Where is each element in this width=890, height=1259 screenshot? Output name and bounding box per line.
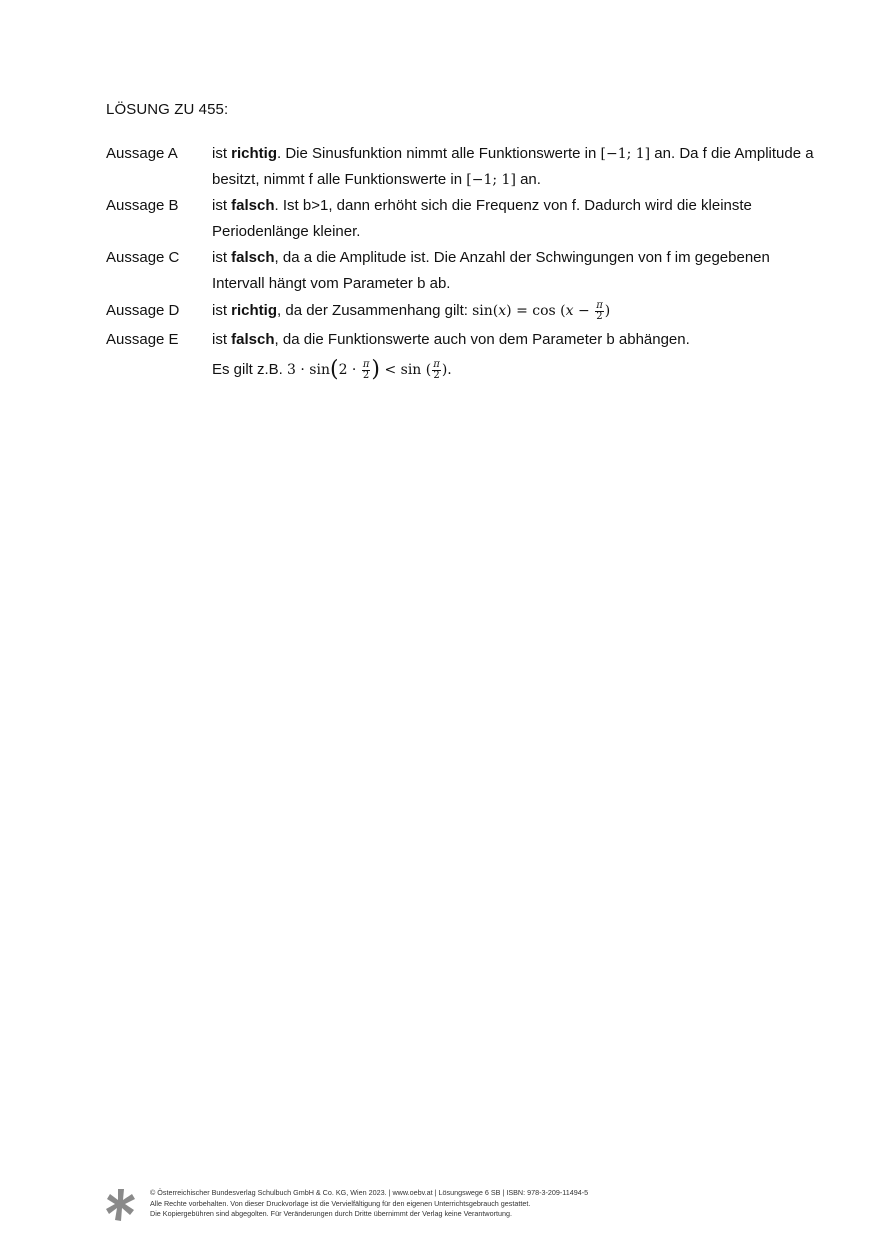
statement-label: Aussage E [106,331,179,348]
footer-line: Alle Rechte vorbehalten. Von dieser Druckvorlage ist die Vervielfältigung für den eigenen Unterrichtsgebrauch gestattet. [150,1198,531,1208]
verdict-prefix: ist [212,145,232,162]
math-fraction [362,360,371,381]
statement-a [106,141,826,193]
math-part: 3 · sin [287,362,330,378]
statement-c [106,245,826,297]
page-title: LÖSUNG ZU 455: [106,101,229,118]
text-part: , da a die Amplitude ist. Die Anzahl der Schwingungen von f im gegebenen Intervall hängt vom Parameter b ab. [212,249,770,292]
statement-e [106,327,826,353]
text-part: , da der Zusammenhang gilt: [277,302,473,319]
statement-text [212,327,826,353]
math-paren: ( [329,357,339,382]
fraction-denominator: 2 [596,310,603,322]
statement-text [212,193,826,245]
math-fraction [432,360,441,381]
verdict: richtig [231,145,278,162]
text-part: . Die Sinusfunktion nimmt alle Funktionswerte in [277,145,601,162]
text-part: . Ist b>1, dann erhöht sich die Frequenz von f. Dadurch wird die kleinste Periodenlänge kleiner. [212,197,752,240]
math-var: x [498,303,507,319]
verdict-prefix: ist [212,197,232,214]
verdict: falsch [231,331,275,348]
statement-label: Aussage C [106,249,180,266]
text-part: , da die Funktionswerte auch von dem Parameter b abhängen. [274,331,690,348]
math-interval: [−1; 1] [466,172,516,188]
solution-list [106,141,826,385]
math-var: x [565,303,574,319]
verdict-prefix: ist [212,302,232,319]
verdict: falsch [231,197,275,214]
math-part: ) [604,303,611,319]
statement-e-example [106,355,826,385]
math-part: ). [441,362,452,378]
statement-label: Aussage D [106,302,180,319]
math-interval: [−1; 1] [600,146,651,162]
math-formula [287,357,452,382]
statement-text [212,245,826,297]
math-part: sin( [472,303,499,319]
math-part: 2 · [338,362,361,378]
text-part: an. Da f die Amplitude a besitzt, nimmt f alle Funktionswerte in [212,145,814,188]
math-part: − [573,303,595,319]
statement-d [106,297,826,325]
example-prefix: Es gilt z.B. [212,361,288,378]
statement-b [106,193,826,245]
fraction-denominator: 2 [433,369,440,381]
asterisk-logo-icon [106,1189,136,1221]
statement-text [212,141,826,193]
math-formula [472,299,611,322]
footer-line: Die Kopiergebühren sind abgegolten. Für Veränderungen durch Dritte übernimmt der Verlag keine Verantwortung. [150,1209,512,1218]
fraction-denominator: 2 [362,369,370,381]
verdict-prefix: ist [212,331,232,348]
statement-label: Aussage B [106,197,179,214]
statement-label: Aussage A [106,145,178,162]
verdict-prefix: ist [212,249,232,266]
statement-text [212,297,826,325]
math-part: ) = cos ( [506,303,566,319]
math-fraction [595,301,604,322]
copyright-notice [150,1188,588,1220]
fraction-numerator: π [433,358,440,370]
page-footer [106,1187,706,1223]
footer-line: © Österreichischer Bundesverlag Schulbuch GmbH & Co. KG, Wien 2023. | www.oebv.at | Lösungswege 6 SB | ISBN: 978-3-209-11494-5 [150,1188,589,1197]
verdict: richtig [231,302,278,319]
math-paren: ) [371,357,380,382]
math-part: < sin ( [380,362,432,378]
text-part: an. [515,171,541,188]
fraction-numerator: π [596,299,603,311]
fraction-numerator: π [362,358,370,370]
verdict: falsch [231,249,275,266]
